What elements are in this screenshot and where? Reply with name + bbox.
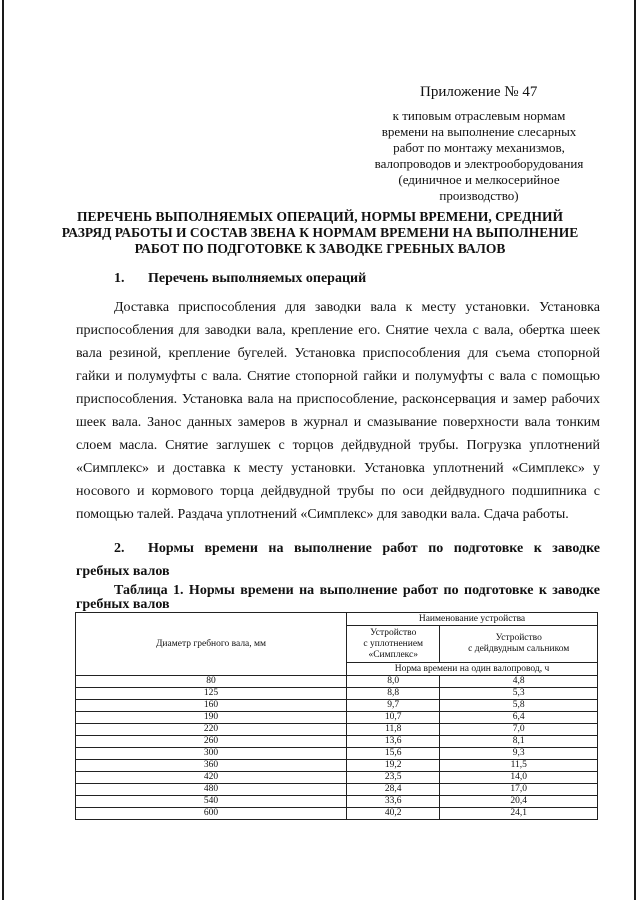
table-row	[76, 724, 598, 736]
cell-gland: 20,4	[440, 796, 598, 808]
table-row	[76, 772, 598, 784]
scan-edge-right	[634, 0, 636, 900]
cell-diameter: 160	[76, 700, 347, 712]
cell-simplex: 13,6	[347, 736, 440, 748]
table-row	[76, 700, 598, 712]
cell-diameter: 600	[76, 808, 347, 820]
section-2-number: 2.	[114, 541, 125, 556]
table-row	[76, 712, 598, 724]
section-1-paragraph: Доставка приспособления для заводки вала к месту установки. Установка приспособления для заводки вала, крепление его. Снятие чехла с вала, обертка шеек вала резиной, крепление бугелей. Установка приспособления для съема стопорной гайки и полумуфты с вала. Снятие стопорной гайки и полумуфты с вала с помощью приспособления. Установка вала на приспособление, расконсервация и замер рабочих шеек вала. Занос данных замеров в журнал и смазывание поверхности вала тонким слоем масла. Снятие заглушек с торцов дейдвудной трубы. Погрузка уплотнений «Симплекс» и доставка к месту установки. Установка уплотнений «Симплекс» у носового и кормового торца дейдвудной трубы по оси дейдвудного подшипника с помощью талей. Раздача уплотнений «Симплекс» для заводки вала. Сдача работы.	[76, 300, 600, 522]
cell-gland: 5,3	[440, 688, 598, 700]
appendix-subtitle-line: (единичное и мелкосерийное	[398, 172, 560, 187]
cell-gland: 11,5	[440, 760, 598, 772]
table-row	[76, 784, 598, 796]
scan-edge-left	[2, 0, 4, 900]
appendix-subtitle-line: времени на выполнение слесарных	[381, 124, 577, 139]
header-simplex	[347, 626, 440, 663]
cell-simplex: 15,6	[347, 748, 440, 760]
table-row	[76, 688, 598, 700]
cell-simplex: 8,0	[347, 676, 440, 688]
cell-simplex: 28,4	[347, 784, 440, 796]
cell-diameter: 300	[76, 748, 347, 760]
cell-simplex: 8,8	[347, 688, 440, 700]
cell-gland: 5,8	[440, 700, 598, 712]
cell-gland: 24,1	[440, 808, 598, 820]
cell-gland: 17,0	[440, 784, 598, 796]
header-simplex-line: с уплотнением	[363, 638, 424, 649]
cell-simplex: 11,8	[347, 724, 440, 736]
cell-gland: 6,4	[440, 712, 598, 724]
appendix-subtitle	[350, 108, 608, 204]
cell-simplex: 40,2	[347, 808, 440, 820]
section-1-number: 1.	[114, 271, 125, 286]
header-simplex-line: Устройство	[370, 627, 417, 638]
header-diameter: Диаметр гребного вала, мм	[76, 613, 347, 676]
cell-diameter: 480	[76, 784, 347, 796]
section-2-title: Нормы времени на выполнение работ по подготовке к заводке гребных валов	[76, 541, 600, 579]
table-row	[76, 760, 598, 772]
appendix-subtitle-line: к типовым отраслевым нормам	[392, 108, 566, 123]
document-title-line: ПЕРЕЧЕНЬ ВЫПОЛНЯЕМЫХ ОПЕРАЦИЙ, НОРМЫ ВРЕМЕНИ, СРЕДНИЙ	[77, 209, 563, 224]
table-row	[76, 736, 598, 748]
document-title-line: РАБОТ ПО ПОДГОТОВКЕ К ЗАВОДКЕ ГРЕБНЫХ ВАЛОВ	[134, 241, 506, 256]
cell-gland: 7,0	[440, 724, 598, 736]
document-title	[60, 209, 580, 257]
cell-diameter: 540	[76, 796, 347, 808]
cell-diameter: 420	[76, 772, 347, 784]
table-row	[76, 748, 598, 760]
table-caption: Таблица 1. Нормы времени на выполнение работ по подготовке к заводке гребных валов	[76, 583, 600, 612]
cell-diameter: 220	[76, 724, 347, 736]
appendix-title: Приложение № 47	[420, 84, 538, 100]
cell-diameter: 360	[76, 760, 347, 772]
cell-diameter: 190	[76, 712, 347, 724]
header-device-group: Наименование устройства	[347, 613, 598, 626]
cell-simplex: 19,2	[347, 760, 440, 772]
header-simplex-line: «Симплекс»	[368, 649, 419, 660]
document-title-line: РАЗРЯД РАБОТЫ И СОСТАВ ЗВЕНА К НОРМАМ ВРЕМЕНИ НА ВЫПОЛНЕНИЕ	[61, 225, 579, 240]
section-2-heading	[76, 537, 600, 583]
cell-gland: 8,1	[440, 736, 598, 748]
cell-simplex: 9,7	[347, 700, 440, 712]
cell-simplex: 10,7	[347, 712, 440, 724]
header-gland-line: с дейдвудным сальником	[468, 644, 570, 654]
cell-diameter: 260	[76, 736, 347, 748]
section-1-heading	[114, 271, 366, 287]
appendix-subtitle-line: работ по монтажу механизмов,	[393, 140, 565, 155]
norms-table	[75, 612, 598, 820]
header-norm: Норма времени на один валопровод, ч	[347, 663, 598, 676]
appendix-subtitle-line: валопроводов и электрооборудования	[374, 156, 584, 171]
cell-gland: 4,8	[440, 676, 598, 688]
cell-simplex: 33,6	[347, 796, 440, 808]
header-gland-line: Устройство	[495, 633, 542, 643]
table-row	[76, 676, 598, 688]
cell-diameter: 80	[76, 676, 347, 688]
appendix-subtitle-line: производство)	[439, 188, 519, 203]
table-row	[76, 808, 598, 820]
cell-diameter: 125	[76, 688, 347, 700]
cell-gland: 14,0	[440, 772, 598, 784]
section-1-title: Перечень выполняемых операций	[148, 271, 367, 286]
header-gland	[440, 626, 598, 663]
cell-gland: 9,3	[440, 748, 598, 760]
cell-simplex: 23,5	[347, 772, 440, 784]
table-row	[76, 796, 598, 808]
